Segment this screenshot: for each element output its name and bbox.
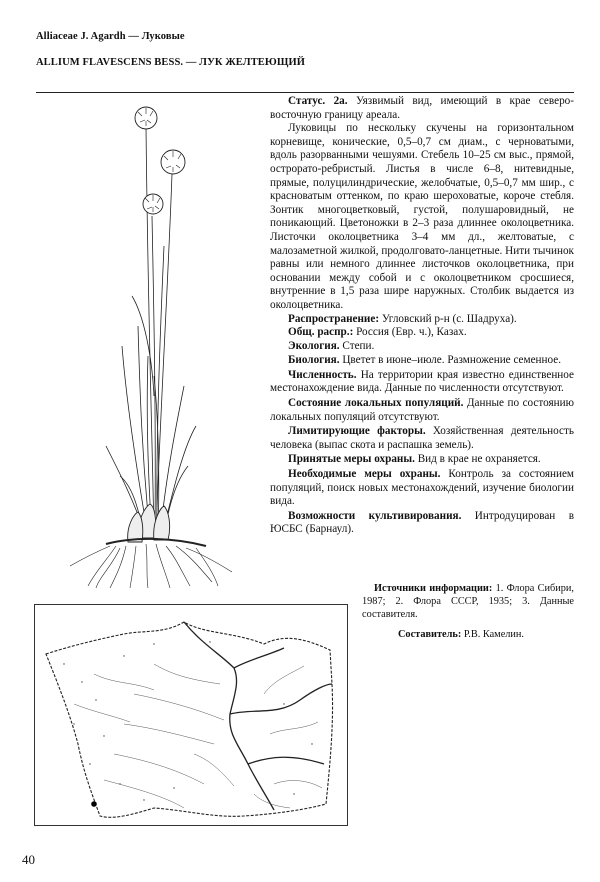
distribution-paragraph — [270, 313, 574, 327]
sources-text: 1. Флора Сибири, 1987; 2. Флора СССР, 1935; 3. Данные составителя. — [362, 583, 575, 621]
section-label: Состояние локальных популяций. — [288, 397, 464, 410]
section-label: Необходимые меры охраны. — [288, 468, 441, 481]
family-header: Alliaceae J. Agardh — Луковые — [36, 31, 185, 42]
author-name: Р.В. Камелин. — [461, 628, 524, 640]
status-text: Уязвимый вид, имеющий в крае северо-восточную границу ареала. — [270, 95, 574, 121]
biology-paragraph — [270, 354, 574, 368]
allium-plant-illustration — [36, 96, 274, 590]
section-label: Общ. распр.: — [288, 326, 354, 339]
page-number: 40 — [22, 852, 35, 867]
occurrence-point — [91, 801, 97, 807]
map-frame — [35, 605, 348, 826]
status-paragraph — [270, 95, 574, 122]
section-label: Биология. — [288, 354, 340, 367]
distribution-map — [34, 604, 348, 826]
section-text: Россия (Евр. ч.), Казах. — [353, 326, 467, 339]
author-label: Составитель: — [398, 628, 462, 640]
section-label: Лимитирующие факторы. — [288, 425, 426, 438]
limiting-factors-paragraph — [270, 425, 574, 452]
ecology-paragraph — [270, 340, 574, 354]
morphology-paragraph: Луковицы по нескольку скучены на горизонтальном корневище, конические, 0,5–0,7 см диам., с черноватыми, вдоль разорванными чешуями. Стебель 10–25 см выс., прямой, острорато-ребристый. Листья в числе 6–8, нитевидные, прямые, полуцилиндрические, желобчатые, 0,5–0,7 мм шир., с красноватым оттенком, по краю шероховатые, короче стебля. Зонтик многоцветковый, густой, полушаровидный, не поникающий. Цветоножки в 2–3 раза длиннее околоцветника. Листочки околоцветника 3–4 мм дл., желтоватые, с малозаметной жилкой, продолговато-ланцетные. Нити тычинок равны или немного длиннее листочков околоцветника, при основании между собой и с околоцветником сросшиеся, внутренние в 1,5 раза шире наружных. Столбик выдается из околоцветника. — [270, 122, 574, 311]
section-text: Интродуцирован в ЮСБС (Барнаул). — [270, 509, 574, 536]
species-title: ALLIUM FLAVESCENS BESS. — ЛУК ЖЕЛТЕЮЩИЙ — [36, 57, 305, 68]
section-label: Распространение: — [288, 312, 380, 325]
sources-paragraph — [362, 582, 574, 622]
section-text: Угловский р-н (с. Шадруха). — [379, 312, 517, 325]
sources-label: Источники информации: — [374, 583, 493, 594]
status-label: Статус. 2а. — [288, 95, 348, 107]
section-text: Данные по состоянию локальных популяций отсутствуют. — [270, 397, 574, 423]
section-label: Возможности культивирования. — [288, 509, 462, 522]
section-text: Хозяйственная деятельность человека (выпас скота и распашка земель). — [270, 425, 574, 451]
abundance-paragraph — [270, 369, 574, 396]
sources-block — [362, 582, 574, 641]
cultivation-paragraph — [270, 510, 574, 537]
section-text: Вид в крае не охраняется. — [414, 453, 541, 466]
section-text: На территории края известно единственное местонахождение вида. Данные по численности отсутствуют. — [270, 368, 574, 395]
section-text: Степи. — [339, 339, 375, 352]
general-range-paragraph — [270, 326, 574, 340]
protection-needed-paragraph — [270, 468, 574, 509]
populations-paragraph — [270, 397, 574, 424]
header-rule — [36, 92, 574, 93]
protection-taken-paragraph — [270, 453, 574, 467]
section-label: Принятые меры охраны. — [288, 453, 415, 466]
species-description — [270, 95, 574, 537]
section-text: Контроль за состоянием популяций, поиск новых местонахождений, изучение биологии вида. — [270, 468, 574, 508]
section-label: Численность. — [288, 368, 357, 381]
author-paragraph — [362, 628, 574, 641]
section-text: Цветет в июне–июле. Размножение семенное. — [339, 354, 562, 367]
section-label: Экология. — [288, 339, 340, 352]
